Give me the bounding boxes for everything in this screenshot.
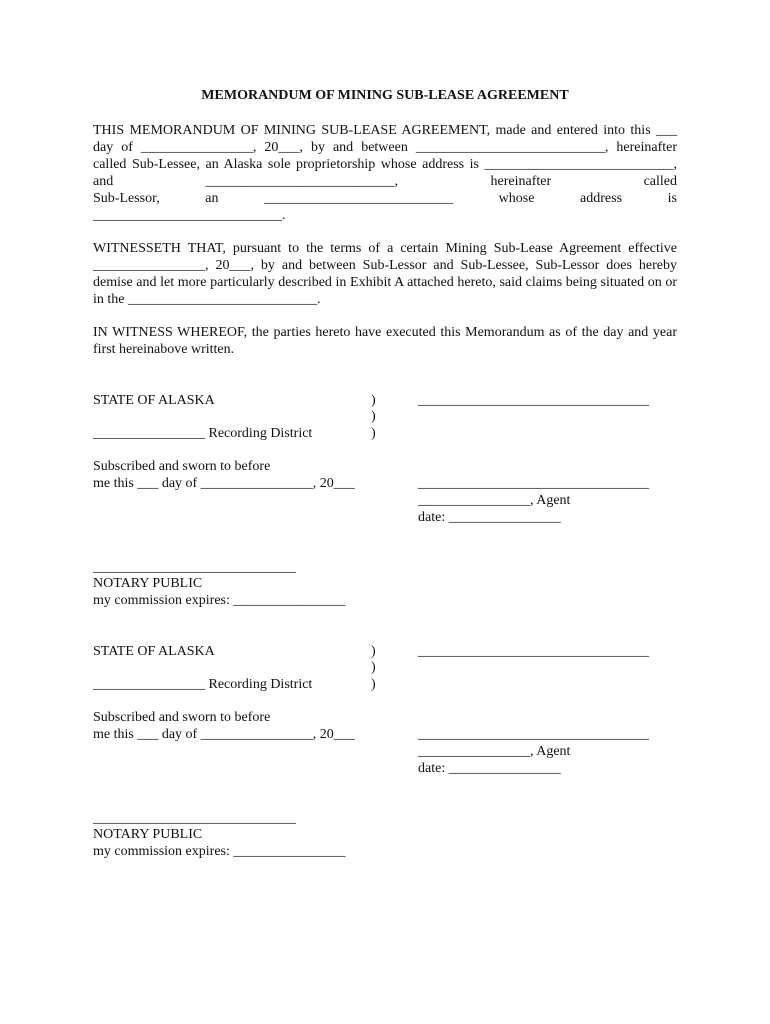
notary-public-label: NOTARY PUBLIC	[93, 576, 203, 591]
venue-paren: )	[371, 644, 376, 659]
witnesseth-paragraph	[93, 240, 677, 308]
intro-word: Sub-Lessor,	[93, 191, 160, 206]
in-witness-paragraph	[93, 324, 677, 358]
state-label: STATE OF ALASKA	[93, 393, 215, 408]
commission-expires: my commission expires: ________________	[93, 844, 346, 859]
venue-paren: )	[371, 426, 376, 441]
notary-signature-line: _____________________________	[93, 811, 296, 826]
witnesseth-paragraph-text: WITNESSETH THAT, pursuant to the terms of a certain Mining Sub-Lease Agreement effective ________________, 20___, by and between Sub-Lessor and Sub-Lessee, Sub-Lessor does hereby demise and let more particularly described in Exhibit A attached hereto, said claims being situated on or in the ___________________________.	[93, 241, 677, 307]
agent-date: date: ________________	[418, 761, 561, 776]
document-title: MEMORANDUM OF MINING SUB-LEASE AGREEMENT	[201, 88, 569, 103]
intro-paragraph	[93, 122, 677, 190]
venue-paren: )	[371, 393, 376, 408]
agent-label: ________________, Agent	[418, 744, 571, 759]
venue-paren: )	[371, 409, 376, 424]
notary-signature-line: _____________________________	[93, 560, 296, 575]
agent-date: date: ________________	[418, 510, 561, 525]
intro-word: address	[580, 191, 623, 206]
subscribed-line-1: Subscribed and sworn to before	[93, 459, 271, 474]
intro-blank: ___________________________	[264, 191, 454, 206]
commission-expires: my commission expires: ________________	[93, 593, 346, 608]
agent-signature-line: _________________________________	[418, 727, 649, 742]
signature-line: _________________________________	[418, 393, 649, 408]
signature-line: _________________________________	[418, 644, 649, 659]
subscribed-line-1: Subscribed and sworn to before	[93, 710, 271, 725]
intro-word: an	[205, 191, 219, 206]
intro-tail: ___________________________.	[93, 208, 286, 223]
state-label: STATE OF ALASKA	[93, 644, 215, 659]
subscribed-line-2: me this ___ day of ________________, 20___	[93, 727, 355, 742]
intro-word: whose	[498, 191, 535, 206]
subscribed-line-2: me this ___ day of ________________, 20___	[93, 476, 355, 491]
intro-paragraph-text: THIS MEMORANDUM OF MINING SUB-LEASE AGREEMENT, made and entered into this ___ day of ________________, 20___, by and between ___________________________, hereinafter called Sub-Lessee, an Alaska sole proprietorship whose address is ___________________________, and ___________________________, hereinafter called	[93, 123, 677, 189]
intro-word: is	[667, 191, 677, 206]
agent-label: ________________, Agent	[418, 493, 571, 508]
in-witness-paragraph-text: IN WITNESS WHEREOF, the parties hereto have executed this Memorandum as of the day and year first hereinabove written.	[93, 325, 677, 357]
recording-district: ________________ Recording District	[93, 677, 313, 692]
recording-district: ________________ Recording District	[93, 426, 313, 441]
venue-paren: )	[371, 677, 376, 692]
intro-last-line	[93, 190, 677, 207]
agent-signature-line: _________________________________	[418, 476, 649, 491]
venue-paren: )	[371, 660, 376, 675]
notary-public-label: NOTARY PUBLIC	[93, 827, 203, 842]
